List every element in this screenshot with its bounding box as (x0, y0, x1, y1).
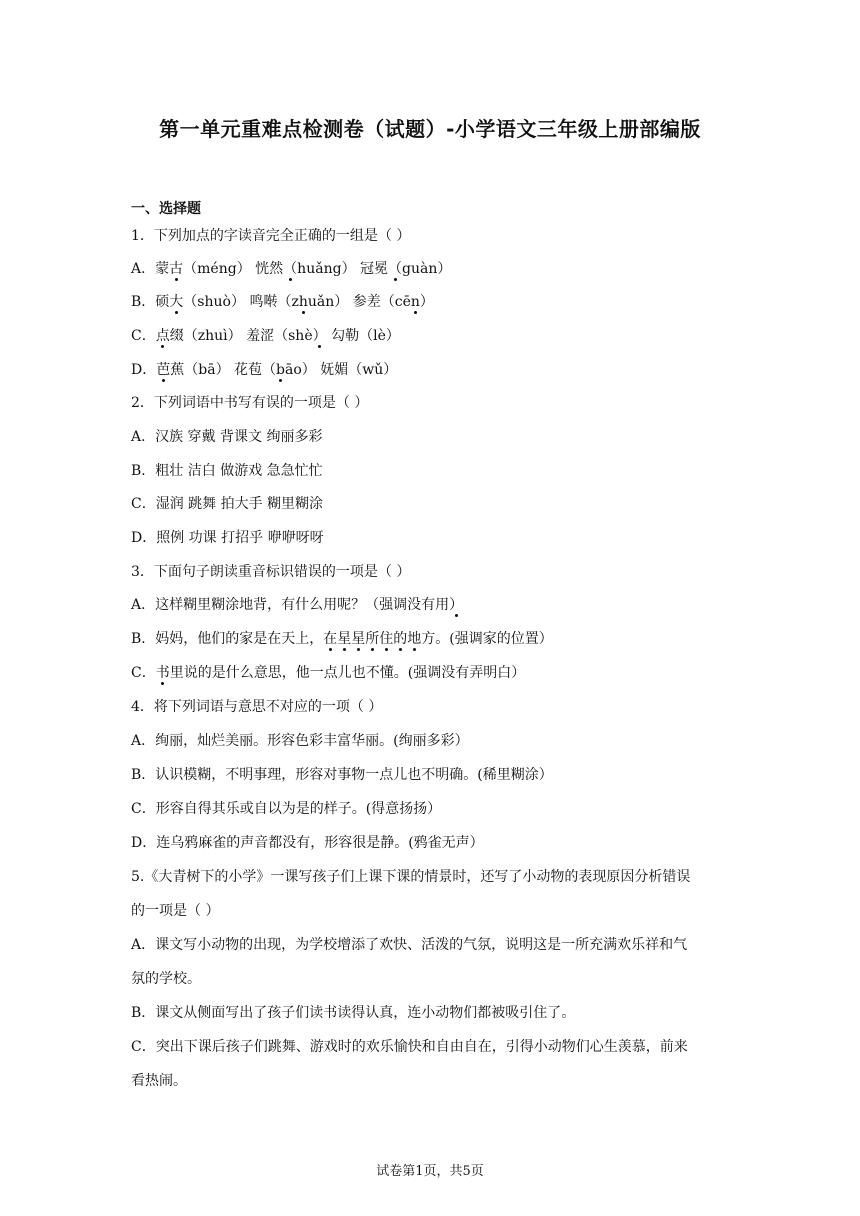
question-line: 氛的学校。 (131, 971, 201, 987)
question-line: 1．下列加点的字读音完全正确的一组是（ ） (131, 228, 411, 244)
question-line: B．粗壮 洁白 做游戏 急急忙忙 (131, 463, 323, 479)
section-heading: 一、选择题 (131, 201, 201, 217)
question-line: A．这样糊里糊涂地背，有什么用呢？（强调没有用） (131, 597, 464, 613)
page-footer: 试卷第1页，共5页 (376, 1164, 484, 1179)
question-line: B．妈妈，他们的家是在天上，在星星所住的地方。(强调家的位置） (131, 631, 553, 647)
question-line: 2．下列词语中书写有误的一项是（ ） (131, 395, 369, 411)
question-line: C．形容自得其乐或自以为是的样子。(得意扬扬） (131, 801, 442, 817)
question-line: B．课文从侧面写出了孩子们读书读得认真，连小动物们都被吸引住了。 (131, 1005, 576, 1021)
question-line: 5.《大青树下的小学》一课写孩子们上课下课的情景时，还写了小动物的表现原因分析错误 (131, 869, 691, 885)
question-line: 的一项是（ ） (131, 903, 220, 919)
question-line: C．点缀（zhuì） 羞涩（shè） 勾勒（lè） (131, 328, 400, 344)
question-line: 3．下面句子朗读重音标识错误的一项是（ ） (131, 564, 411, 580)
question-line: C．突出下课后孩子们跳舞、游戏时的欢乐愉快和自由自在，引得小动物们心生羡慕，前来 (131, 1039, 688, 1055)
question-line: A．汉族 穿戴 背课文 绚丽多彩 (131, 429, 323, 445)
question-line: C．书里说的是什么意思，他一点儿也不懂。(强调没有弄明白） (131, 665, 526, 681)
question-line: 4．将下列词语与意思不对应的一项（ ） (131, 699, 383, 715)
question-line: D．连乌鸦麻雀的声音都没有，形容很是静。(鸦雀无声） (131, 835, 484, 851)
question-line: D．芭蕉（bā） 花苞（bāo） 妩媚（wǔ） (131, 362, 398, 378)
question-line: 看热闹。 (131, 1073, 187, 1089)
question-line: B．认识模糊，不明事理，形容对事物一点儿也不明确。(稀里糊涂） (131, 767, 553, 783)
question-line: D．照例 功课 打招乎 咿咿呀呀 (131, 530, 324, 546)
question-line: A．蒙古（méng） 恍然（huǎng） 冠冕（guàn） (131, 261, 452, 277)
question-line: C．湿润 跳舞 拍大手 糊里糊涂 (131, 496, 324, 512)
document-title: 第一单元重难点检测卷（试题）-小学语文三年级上册部编版 (159, 117, 701, 141)
question-line: A．绚丽，灿烂美丽。形容色彩丰富华丽。(绚丽多彩） (131, 733, 469, 749)
question-line: B．硕大（shuò） 鸣啭（zhuǎn） 参差（cēn） (131, 294, 434, 310)
question-line: A．课文写小动物的出现，为学校增添了欢快、活泼的气氛，说明这是一所充满欢乐祥和气 (131, 937, 688, 953)
